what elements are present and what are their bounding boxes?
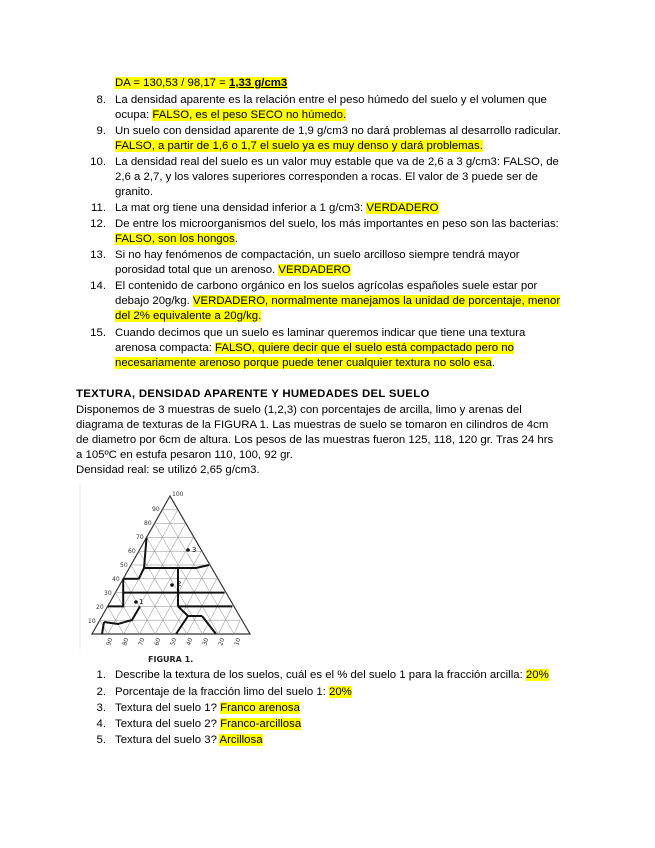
paragraph-line: diagrama de texturas de la FIGURA 1. Las muestras de suelo se tomaron en cilindros de 4cm [76,419,549,431]
item-number: 11. [91,202,106,214]
q12-answer: FALSO, son los hongos [115,233,235,245]
sample-point-3 [186,548,190,552]
paragraph-line: Densidad real: se utilizó 2,65 g/cm3. [76,464,260,476]
q15-line1: Cuando decimos que un suelo es laminar queremos indicar que tiene una textura [115,327,526,339]
tick-label: 20 [96,604,104,611]
tick-label: 20 [217,637,227,647]
q14-line1: El contenido de carbono orgánico en los suelos agrícolas españoles suele estar por [115,280,538,292]
item-number: 4. [96,718,106,730]
q9-answer: FALSO, a partir de 1,6 o 1,7 el suelo ya es muy denso y dará problemas. [115,140,483,152]
q12-line2: FALSO, son los hongos. [115,233,238,245]
item-number: 5. [96,734,106,746]
da-formula: DA = 130,53 / 98,17 = [115,77,229,89]
q15-line3: necesariamente arenoso porque puede tener cualquier textura no solo esa. [115,357,495,369]
tick-label: 80 [121,637,131,647]
q12-line1: De entre los microorganismos del suelo, los más importantes en peso son las bacterias: [115,218,559,230]
answer-3: Franco arenosa [220,702,300,714]
item-number: 12. [90,218,106,230]
q14-answer: VERDADERO, normalmente manejamos la unidad de porcentaje, menor [192,295,561,307]
item-number: 15. [90,327,106,339]
q8-line1: La densidad aparente es la relación entre el peso húmedo del suelo y el volumen que [115,94,547,106]
tick-label: 10 [88,618,96,625]
q14-line3: del 2% equivalente a 20g/kg. [115,310,262,322]
answer-4: Franco-arcillosa [220,718,302,730]
q11-answer: VERDADERO [366,202,439,214]
sample-point-2 [170,583,174,587]
answer-item-1: Describe la textura de los suelos, cuál es el % del suelo 1 para la fracción arcilla: 20% [115,669,549,681]
answer-5: Arcillosa [219,734,263,746]
item-number: 9. [96,125,106,137]
tick-label: 60 [153,637,163,647]
tick-label: 50 [169,637,179,647]
bottom-tick-labels [105,637,242,647]
tick-label: 30 [201,637,211,647]
tick-label: 90 [152,506,160,513]
figure-caption: FIGURA 1. [148,655,194,664]
tick-label: 30 [104,590,112,597]
da-result: 1,33 g/cm3 [229,77,288,89]
answer-item-5: Textura del suelo 3? Arcillosa [115,734,263,746]
tick-label: 80 [144,520,152,527]
q10-line1: La densidad real del suelo es un valor muy estable que va de 2,6 a 3 g/cm3: FALSO, de [115,156,559,168]
q8-line2: ocupa: FALSO, es el peso SECO no húmedo. [115,109,347,121]
answer-item-2: Porcentaje de la fracción limo del suelo 1: 20% [115,686,352,698]
answer-item-4: Textura del suelo 2? Franco-arcillosa [115,718,302,730]
tick-label-top: 100 [172,491,184,498]
q15-line2: arenosa compacta: FALSO, quiere decir que el suelo está compactado pero no [115,342,514,354]
sample-point-1 [134,600,138,604]
item-number: 1. [96,669,106,681]
item-number: 14. [90,280,106,292]
q13-line2: porosidad total que un arenoso. VERDADERO [115,264,351,276]
q9-line2 [115,139,483,154]
paragraph-line: de diametro por 6cm de altura. Los pesos de las muestras fueron 125, 118, 120 gr. Tras 24 hrs [76,434,554,446]
q10-line2: 2,6 a 2,7, y los valores superiores corresponden a rocas. El valor de 3 puede ser de [115,171,538,183]
tick-label: 40 [185,637,195,647]
item-number: 8. [96,94,106,106]
q14-line2: debajo 20g/kg. VERDADERO, normalmente manejamos la unidad de porcentaje, menor [115,295,561,307]
q10-line3: granito. [115,186,153,198]
sample-label-2: 2 [177,580,182,588]
tick-label: 70 [136,534,144,541]
texture-triangle-figure [78,484,268,666]
item-number: 3. [96,702,106,714]
tick-label: 10 [233,637,243,647]
sample-label-3: 3 [192,546,197,554]
item-number: 10. [90,156,106,168]
q8-answer: FALSO, es el peso SECO no húmedo. [152,109,347,121]
tick-label: 60 [128,548,136,555]
q9-line1: Un suelo con densidad aparente de 1,9 g/cm3 no dará problemas al desarrollo radicular. [115,125,561,137]
q13-answer: VERDADERO [278,264,351,276]
q15-answer: FALSO, quiere decir que el suelo está compactado pero no [215,342,514,354]
tick-label: 50 [120,562,128,569]
texture-triangle-svg [78,484,268,666]
tick-label: 70 [137,637,147,647]
answer-2: 20% [329,686,352,698]
tick-label: 90 [105,637,115,647]
paragraph-line: Disponemos de 3 muestras de suelo (1,2,3) con porcentajes de arcilla, limo y arenas del [76,404,522,416]
paragraph-line: a 105ºC en estufa pesaron 110, 100, 92 gr. [76,449,293,461]
tick-label: 40 [112,576,120,583]
q11-line1: La mat org tiene una densidad inferior a 1 g/cm3: VERDADERO [115,202,439,214]
q13-line1: Si no hay fenómenos de compactación, un suelo arcilloso siempre tendrá mayor [115,249,520,261]
answer-1: 20% [525,669,549,681]
section-heading: TEXTURA, DENSIDAD APARENTE Y HUMEDADES DEL SUELO [76,388,430,400]
item-number: 2. [96,686,106,698]
da-formula-line [115,76,287,91]
sample-label-1: 1 [139,598,144,606]
answer-item-3: Textura del suelo 1? Franco arenosa [115,702,300,714]
item-number: 13. [90,249,106,261]
